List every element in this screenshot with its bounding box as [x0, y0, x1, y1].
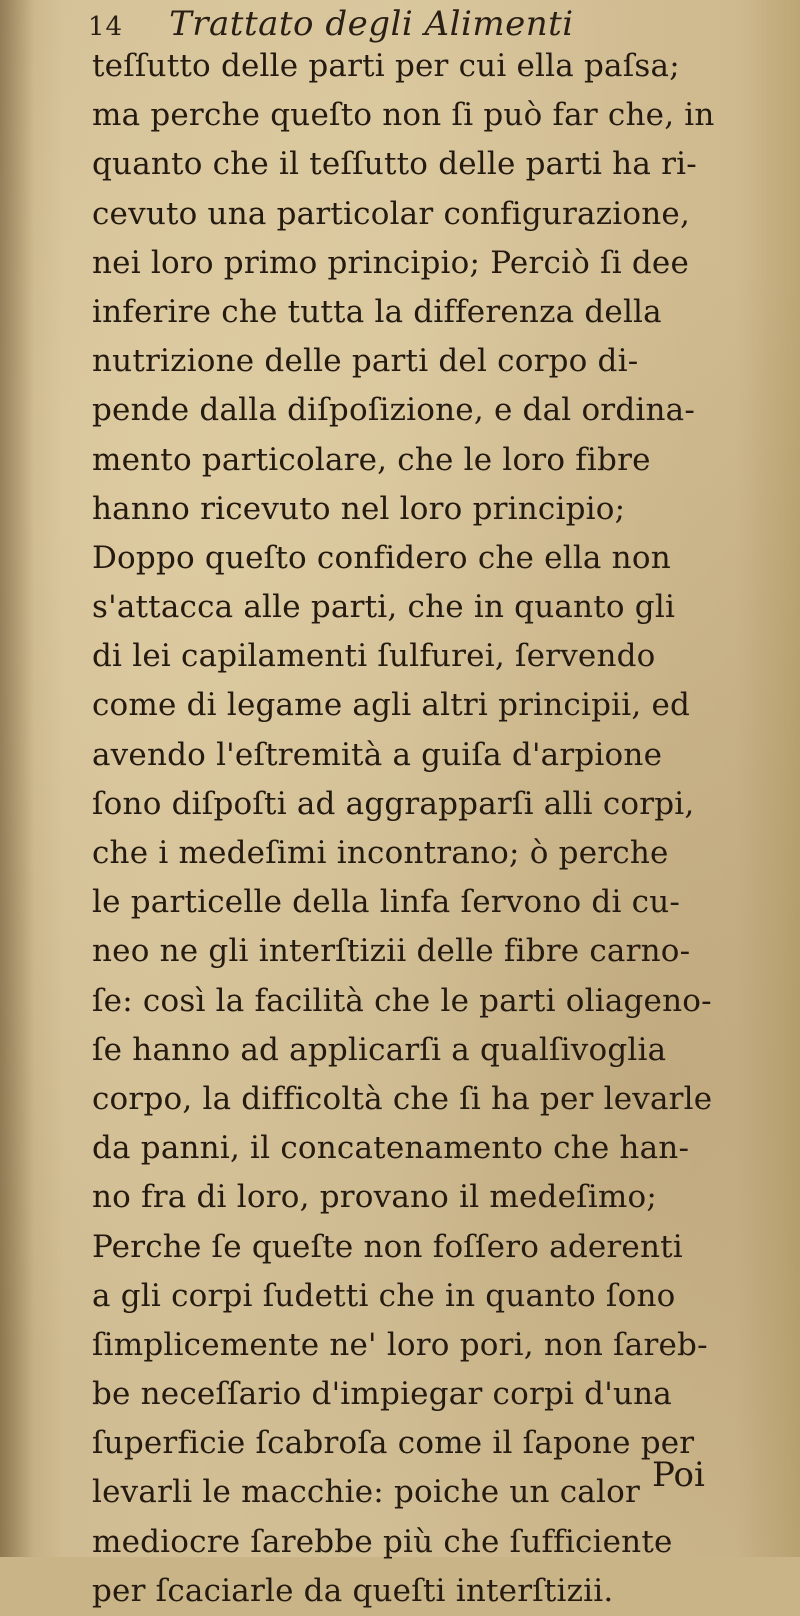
text-line: ſe hanno ad applicarſi a qualſivoglia: [92, 1031, 667, 1068]
text-line: be neceſſario d'impiegar corpi d'una: [92, 1376, 672, 1413]
text-line: di lei capilamenti ſulfurei, ſervendo: [92, 638, 656, 675]
text-line: mento particolare, che le loro fibre: [92, 441, 651, 478]
text-line: a gli corpi ſudetti che in quanto ſono: [92, 1277, 676, 1314]
text-line: pende dalla diſpoſizione, e dal ordina-: [92, 392, 696, 429]
text-line: neo ne gli interſtizii delle fibre carno-: [92, 933, 691, 970]
text-line: come di legame agli altri principii, ed: [92, 687, 691, 724]
text-line: ſuperficie ſcabroſa come il ſapone per: [92, 1425, 695, 1462]
text-body: [92, 42, 752, 1616]
text-line: ma perche queſto non ſi può far che, in: [92, 97, 715, 134]
page-number: 14: [88, 12, 124, 42]
text-line: hanno ricevuto nel loro principio;: [92, 490, 626, 527]
book-title: Trattato degli Alimenti: [169, 4, 574, 44]
text-line: mediocre ſarebbe più che ſufficiente: [92, 1523, 673, 1560]
text-line: nei loro primo principio; Perciò ſi dee: [92, 244, 690, 281]
text-line: Perche ſe queſte non foſſero aderenti: [92, 1228, 683, 1265]
text-line: le particelle della linfa ſervono di cu-: [92, 884, 681, 921]
text-line: ſe: così la facilità che le parti oliageno-: [92, 982, 712, 1019]
text-line: da panni, il concatenamento che han-: [92, 1130, 690, 1167]
text-line: corpo, la difficoltà che ſi ha per levarle: [92, 1080, 713, 1117]
catchword: Poi: [652, 1455, 705, 1495]
text-line: s'attacca alle parti, che in quanto gli: [92, 589, 676, 626]
running-head: [88, 4, 708, 44]
text-line: nutrizione delle parti del corpo di-: [92, 343, 639, 380]
binding-shadow: [0, 0, 34, 1557]
text-line: levarli le macchie: poiche un calor: [92, 1474, 640, 1511]
text-line: ſimplicemente ne' loro pori, non ſareb-: [92, 1326, 708, 1363]
text-line: avendo l'eſtremità a guiſa d'arpione: [92, 736, 663, 773]
text-line: inferire che tutta la differenza della: [92, 293, 662, 330]
text-line: no fra di loro, provano il medeſimo;: [92, 1179, 658, 1216]
text-line: ſono diſpoſti ad aggrapparſi alli corpi,: [92, 785, 695, 822]
text-line: che i medeſimi incontrano; ò perche: [92, 835, 669, 871]
text-line: per ſcaciarle da queſti interſtizii.: [92, 1572, 614, 1609]
text-line: quanto che il teſſutto delle parti ha ri-: [92, 146, 697, 183]
text-line: cevuto una particolar configurazione,: [92, 195, 691, 232]
text-line: Doppo queſto confidero che ella non: [92, 539, 671, 576]
text-line: teſſutto delle parti per cui ella paſsa;: [92, 48, 680, 84]
